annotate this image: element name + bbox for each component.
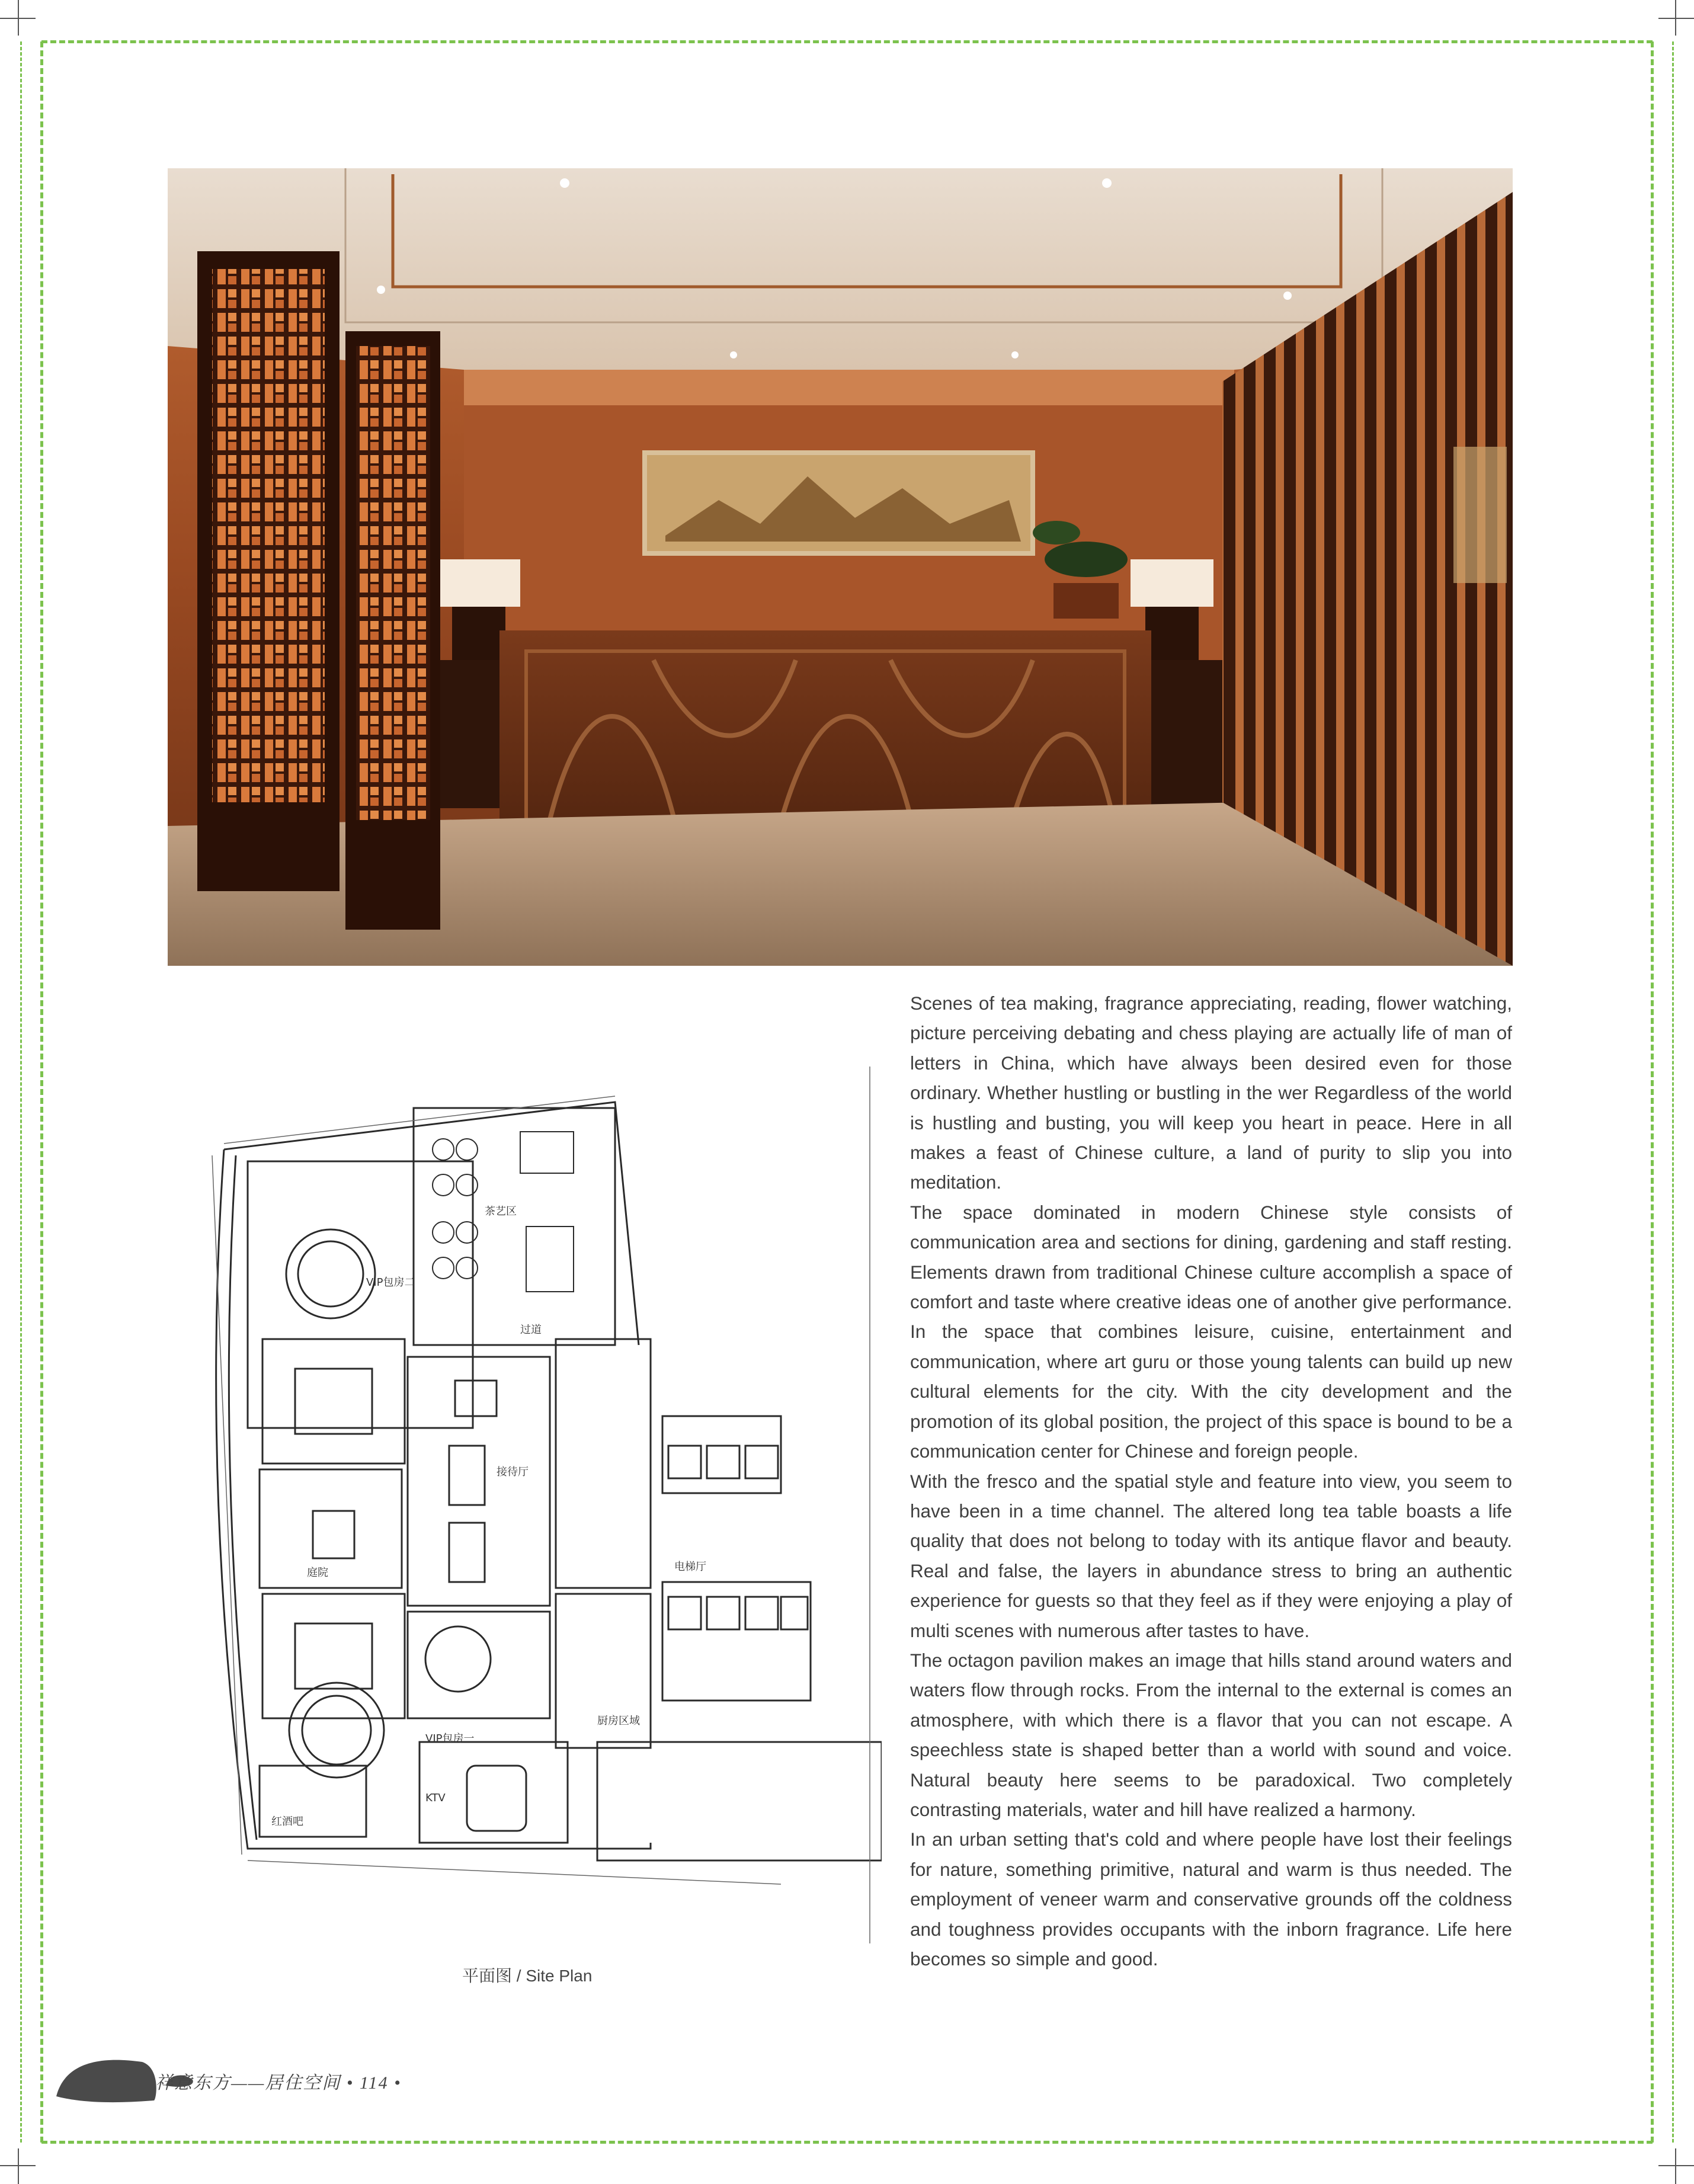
plan-caption: 平面图 / Site Plan (462, 1967, 593, 1985)
frame-left-outer (20, 41, 22, 2143)
paragraph: The octagon pavilion makes an image that hills stand around waters and waters flow through rocks. From the internal to the external is comes an atmosphere, with which there is a flavor that you can not escape. A speechless state is shaped better than a world with sound and voice. Natural beauty here seems to be paradoxical. Two completely contrasting materials, water and hill have realized a harmony. (910, 1649, 1512, 1820)
footer-dash: —— (231, 2073, 265, 2093)
frame-right-outer (1672, 41, 1674, 2143)
plan-label-kitchen: 厨房区域 (597, 1715, 640, 1727)
plan-label-ktv: KTV (425, 1792, 446, 1804)
plan-label-bar: 红酒吧 (271, 1815, 303, 1828)
frame-top (41, 40, 1653, 43)
paragraph: In an urban setting that's cold and where people have lost their feelings for nature, something primitive, natural and warm is thus needed. The employment of veneer warm and conservative grounds off the coldness and toughness provides occupants with the inborn fragrance. Life here becomes so simple and good. (910, 1828, 1512, 1970)
crop-mark (1675, 2148, 1676, 2184)
plan-label-vip1: VIP包房一 (425, 1733, 475, 1745)
interior-photo (168, 168, 1513, 966)
crop-mark (18, 0, 19, 36)
plan-label-tea: 茶艺区 (485, 1205, 517, 1218)
plan-label-lobby: 接待厅 (497, 1466, 529, 1478)
footer-title: 祥意东方 (155, 2073, 231, 2093)
crop-mark (18, 2148, 19, 2184)
paragraph: Scenes of tea making, fragrance appreciating, reading, flower watching, picture perceiving debating and chess playing are actually life of man of letters in China, which have always been desired even for those ordinary. Whether hustling or bustling in the wer Regardless of the world is hustling and busting, you will keep you heart in peace. Here in all makes a feast of Chinese culture, a land of purity to slip you into meditation. (910, 992, 1512, 1193)
site-plan (188, 1061, 882, 1943)
crop-mark (1675, 0, 1676, 36)
paragraph: The space dominated in modern Chinese style consists of communication area and sections for dining, gardening and staff resting. Elements drawn from traditional Chinese culture accomplish a space of comfort and taste where creative ideas one of another give performance. In the space that combines leisure, cuisine, entertainment and communication, where art guru or those young talents can build up new cultural elements for the city. With the city development and the promotion of its global position, the project of this space is bound to be a communication center for Chinese and foreign people. (910, 1201, 1512, 1462)
crop-mark (1658, 2165, 1694, 2166)
paragraph: With the fresco and the spatial style and feature into view, you seem to have been in a time channel. The altered long tea table boasts a life quality that does not belong to today with its antique flavor and beauty. Real and false, the layers in abundance stress to bring an authentic experience for guests so that they feel as if they were enjoying a play of multi scenes with numerous after tastes to have. (910, 1470, 1512, 1641)
footer-section: 居住空间 (265, 2073, 341, 2093)
frame-bottom (41, 2141, 1653, 2144)
frame-left (40, 41, 43, 2143)
page-number: • 114 • (346, 2073, 402, 2093)
crop-mark (1658, 18, 1694, 19)
plan-label-vip2: VIP包房二 (366, 1276, 415, 1289)
plan-label-corridor: 过道 (520, 1324, 542, 1336)
frame-right (1651, 41, 1654, 2143)
plan-label-courtyard: 庭院 (307, 1567, 328, 1579)
footer-text (155, 2068, 402, 2094)
plan-label-elevator: 电梯厅 (674, 1561, 706, 1573)
article-text (910, 988, 1512, 1974)
